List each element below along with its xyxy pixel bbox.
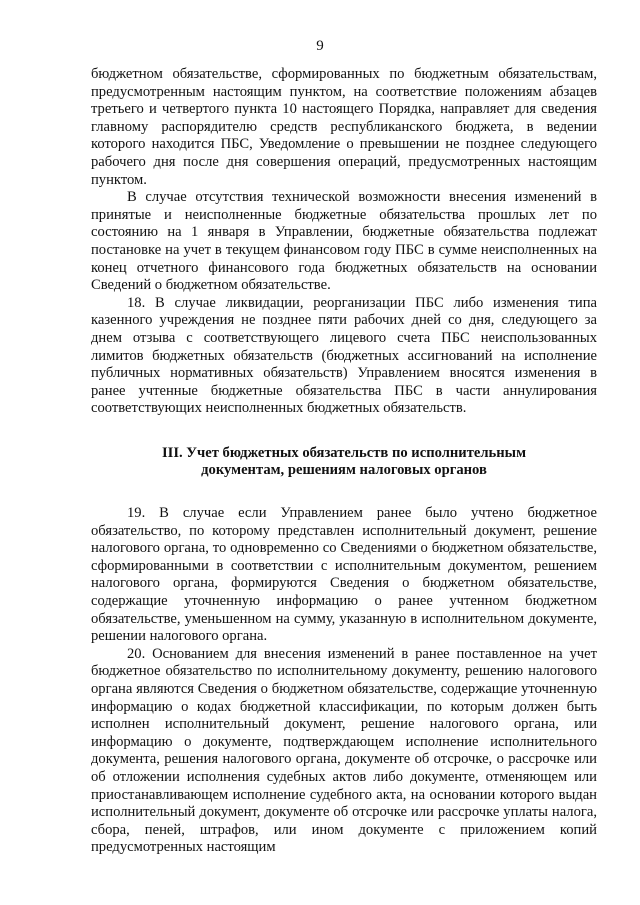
paragraph-technical-possibility: В случае отсутствия технической возможности внесения изменений в принятые и неисполненные бюджетные обязательства прошлых лет по состоянию на 1 января в Управлении, бюджетные обязательства подлежат постановке на учет в текущем финансовом году ПБС в сумме неисполненных на конец отчетного финансового года бюджетных обязательств на основании Сведений о бюджетном обязательстве. xyxy=(91,189,597,294)
section-heading-line-1: III. Учет бюджетных обязательств по исполнительным xyxy=(161,444,527,461)
page-number: 9 xyxy=(316,38,324,54)
paragraph-continuation: бюджетном обязательстве, сформированных по бюджетным обязательствам, предусмотренным настоящим пунктом, на соответствие положениям абзацев третьего и четвертого пункта 10 настоящего Порядка, направляет для сведения главному распорядителю средств республиканского бюджета, в ведении которого находится ПБС, Уведомление о превышении не позднее следующего рабочего дня после дня совершения операций, предусмотренных настоящим пунктом. xyxy=(91,66,597,188)
section-heading xyxy=(91,445,597,480)
paragraph-item-18: 18. В случае ликвидации, реорганизации ПБС либо изменения типа казенного учреждения не позднее пяти рабочих дней со дня, следующего за днем отзыва с соответствующего лицевого счета ПБС неиспользованных лимитов бюджетных обязательств (бюджетных ассигнований на исполнение публичных нормативных обязательств) Управлением вносятся изменения в ранее учтенные бюджетные обязательства ПБС в части аннулирования соответствующих неисполненных бюджетных обязательств. xyxy=(91,294,597,417)
paragraph-item-20: 20. Основанием для внесения изменений в ранее поставленное на учет бюджетное обязательство по исполнительному документу, решению налогового органа являются Сведения о бюджетном обязательстве, содержащие уточненную информацию о кодах бюджетной классификации, по которым должен быть исполнен исполнительный документ, решение налогового органа, или информацию о документе, подтверждающем исполнение исполнительного документа, решения налогового органа, документе об отсрочке, о рассрочке или об отложении исполнения судебных актов либо документе, отменяющем или приостанавливающем исполнение судебного акта, на основании которого выдан исполнительный документ, документе об отсрочке или рассрочке уплаты налога, сбора, пеней, штрафов, или ином документе с приложением копий предусмотренных настоящим xyxy=(91,645,597,856)
paragraph-item-19: 19. В случае если Управлением ранее было учтено бюджетное обязательство, по которому представлен исполнительный документ, решение налогового органа, то одновременно со Сведениями о бюджетном обязательстве, сформированными в соответствии с исполнительным документом, решением налогового органа, формируются Сведения о бюджетном обязательстве, содержащие уточненную информацию о ранее учтенном бюджетном обязательстве, уменьшенном на сумму, указанную в исполнительном документе, решении налогового органа. xyxy=(91,505,597,645)
document-body xyxy=(91,66,597,857)
section-heading-line-2: документам, решениям налоговых органов xyxy=(201,462,487,479)
